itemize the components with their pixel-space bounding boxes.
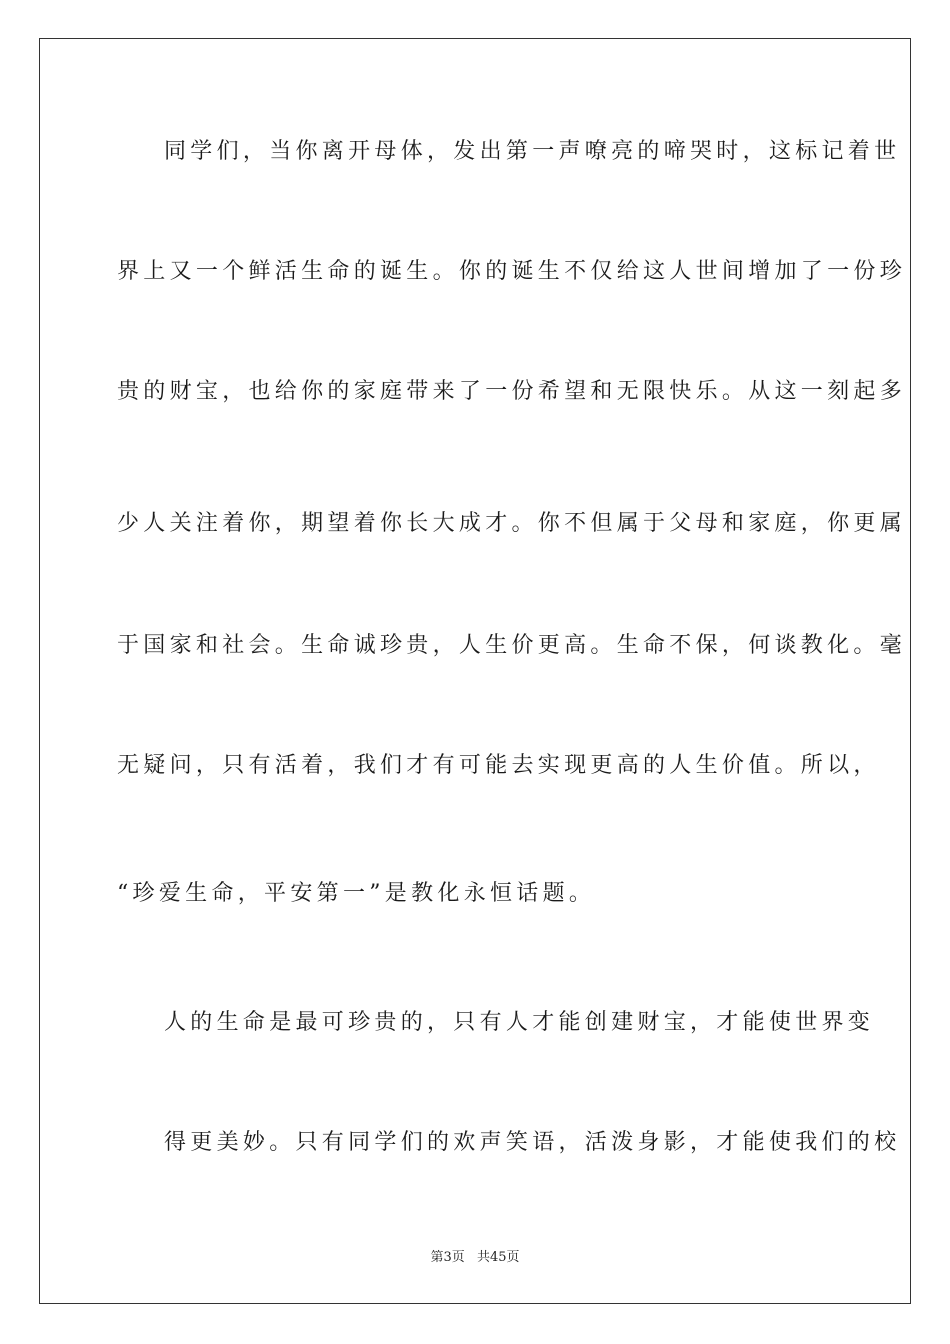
page-total: 共45页 <box>476 1250 520 1265</box>
page-border <box>39 38 911 1304</box>
text-line: 得更美妙。只有同学们的欢声笑语，活泼身影，才能使我们的校 <box>164 1130 901 1155</box>
page-footer <box>0 1246 950 1265</box>
text-line: 于国家和社会。生命诚珍贵，人生价更高。生命不保，何谈教化。毫 <box>117 633 907 658</box>
text-line: 无疑问，只有活着，我们才有可能去实现更高的人生价值。所以， <box>117 753 880 778</box>
text-line: 人的生命是最可珍贵的，只有人才能创建财宝，才能使世界变 <box>164 1010 875 1035</box>
text-line: 贵的财宝，也给你的家庭带来了一份希望和无限快乐。从这一刻起多 <box>117 379 907 404</box>
text-line: 少人关注着你，期望着你长大成才。你不但属于父母和家庭，你更属 <box>117 511 907 536</box>
text-line: 界上又一个鲜活生命的诞生。你的诞生不仅给这人世间增加了一份珍 <box>117 259 907 284</box>
text-line: 同学们，当你离开母体，发出第一声嘹亮的啼哭时，这标记着世 <box>164 139 901 164</box>
text-line: “珍爱生命，平安第一”是教化永恒话题。 <box>117 881 596 906</box>
page-number: 第3页 <box>430 1250 465 1265</box>
